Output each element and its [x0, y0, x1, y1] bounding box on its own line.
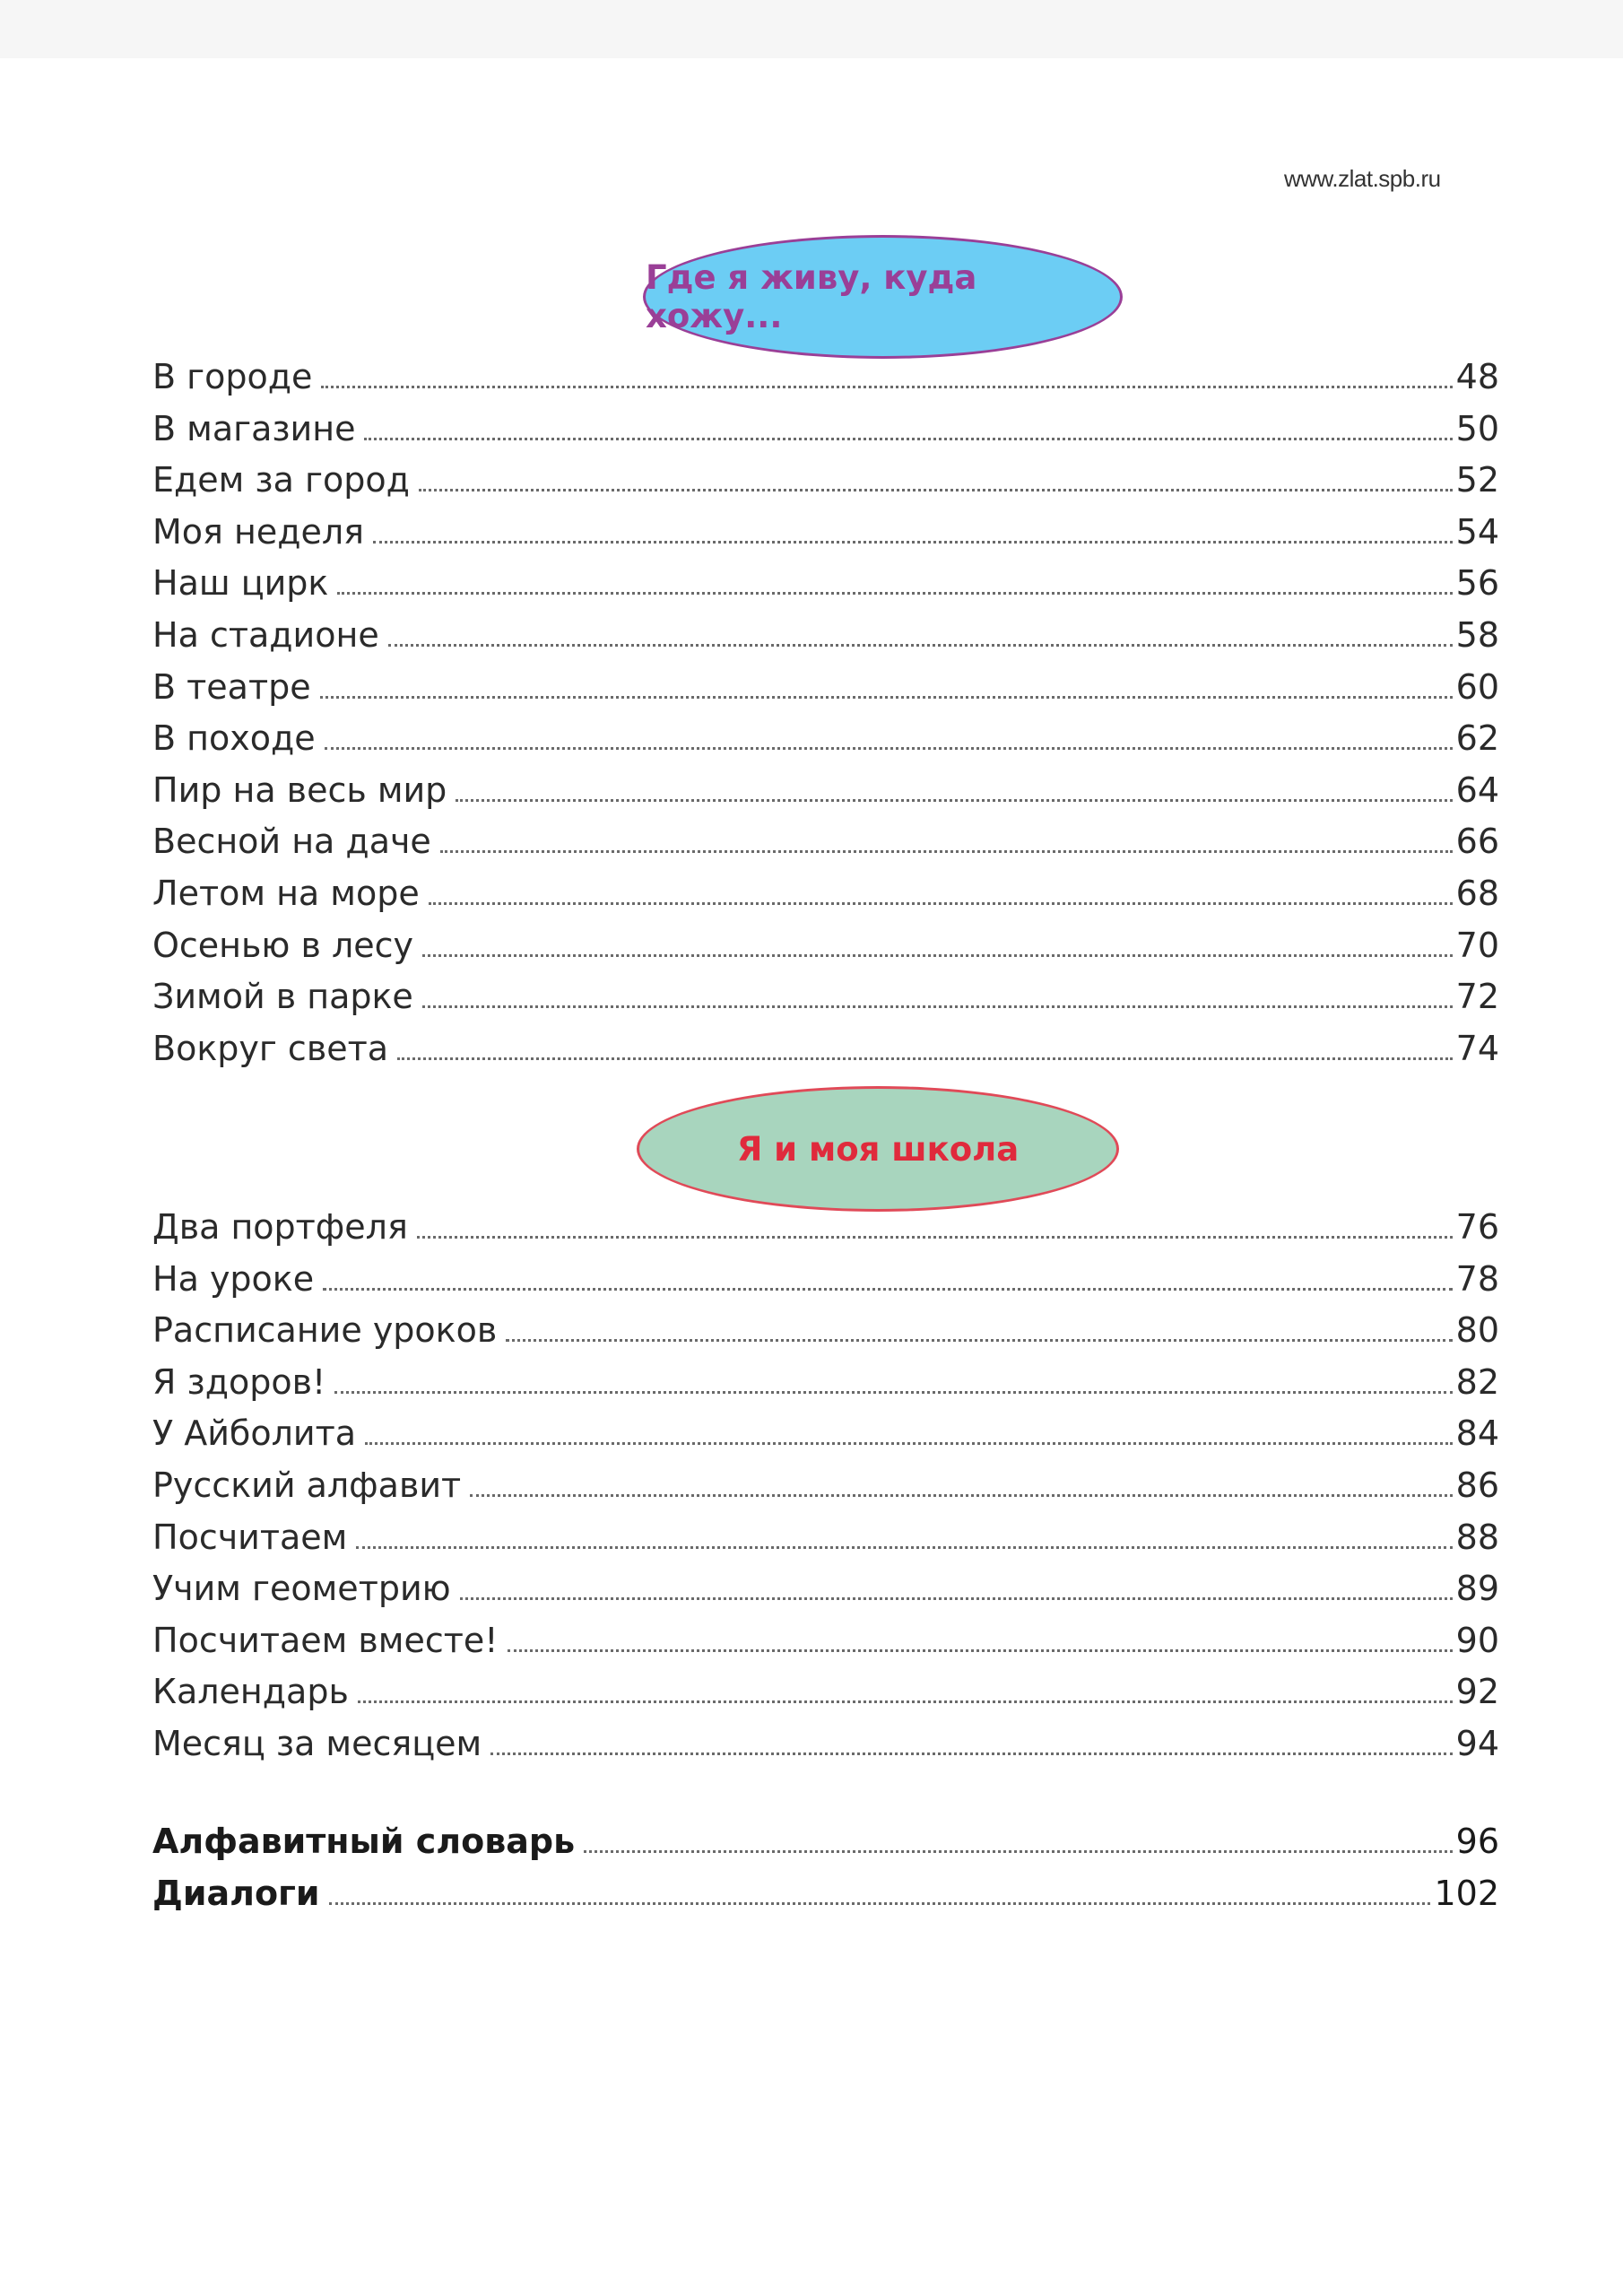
toc-leader-dots [417, 1236, 1453, 1239]
toc-leader-dots [422, 1005, 1453, 1008]
toc-entry-page: 48 [1455, 357, 1499, 396]
toc-entry [152, 713, 1499, 765]
toc-entry-page: 102 [1434, 1873, 1499, 1913]
toc-leader-dots [584, 1850, 1453, 1853]
toc-entry-title: Расписание уроков [152, 1310, 498, 1351]
toc-entry-page: 72 [1455, 977, 1499, 1017]
viewer-top-bar [0, 0, 1623, 58]
toc-entry [152, 507, 1499, 559]
toc-entry [152, 404, 1499, 456]
toc-entry-title: Русский алфавит [152, 1465, 462, 1505]
toc-entry-title: Месяц за месяцем [152, 1723, 482, 1763]
toc-entry-title: Два портфеля [152, 1207, 408, 1247]
toc-entry-title: На стадионе [152, 614, 379, 655]
toc-entry-title: Зимой в парке [152, 977, 413, 1017]
toc-leader-dots [456, 799, 1452, 802]
toc-entry-title: У Айболита [152, 1413, 357, 1454]
toc-entry [152, 1460, 1499, 1512]
toc-leader-dots [422, 954, 1453, 957]
toc-entry-title: В театре [152, 666, 311, 707]
toc-entry-page: 50 [1455, 408, 1499, 448]
toc-leader-dots [364, 438, 1452, 440]
toc-entry-page: 84 [1455, 1413, 1499, 1454]
toc-entry-title: Весной на даче [152, 822, 431, 862]
toc-entry-page: 86 [1455, 1465, 1499, 1505]
toc-leader-dots [440, 850, 1453, 853]
toc-list-school [152, 1202, 1499, 1770]
toc-entry-title: В походе [152, 718, 316, 759]
toc-entry [152, 868, 1499, 920]
toc-leader-dots [334, 1391, 1452, 1394]
toc-leader-dots [429, 902, 1453, 905]
toc-entry-page: 60 [1455, 666, 1499, 707]
toc-entry [152, 1718, 1499, 1770]
toc-entry [152, 971, 1499, 1023]
toc-entry-page: 52 [1455, 460, 1499, 500]
toc-leader-dots [321, 386, 1452, 388]
toc-entry-title: Летом на море [152, 873, 420, 913]
toc-entry-page: 62 [1455, 718, 1499, 759]
toc-entry [152, 1408, 1499, 1460]
toc-entry-page: 89 [1455, 1569, 1499, 1609]
toc-leader-dots [470, 1494, 1452, 1497]
toc-entry [152, 558, 1499, 610]
toc-entry-title: Посчитаем вместе! [152, 1620, 499, 1660]
toc-entry [152, 1666, 1499, 1718]
toc-entry-page: 66 [1455, 822, 1499, 862]
toc-leader-dots [388, 644, 1453, 647]
toc-entry-title: На уроке [152, 1258, 315, 1299]
toc-leader-dots [460, 1597, 1453, 1600]
toc-entry-title: Учим геометрию [152, 1569, 451, 1609]
toc-entry [152, 610, 1499, 662]
toc-list-appendix [152, 1816, 1499, 1919]
toc-entry-page: 76 [1455, 1207, 1499, 1247]
toc-entry-page: 54 [1455, 511, 1499, 552]
toc-leader-dots [325, 747, 1453, 750]
toc-entry-page: 82 [1455, 1361, 1499, 1402]
toc-entry-title: Едем за город [152, 460, 410, 500]
toc-entry-title: Пир на весь мир [152, 770, 447, 810]
toc-entry [152, 920, 1499, 972]
toc-leader-dots [320, 696, 1453, 699]
toc-entry-title: Диалоги [152, 1873, 320, 1913]
toc-entry [152, 662, 1499, 714]
toc-leader-dots [508, 1649, 1453, 1652]
toc-entry [152, 816, 1499, 868]
toc-entry [152, 1305, 1499, 1357]
toc-leader-dots [356, 1546, 1452, 1549]
toc-leader-dots [365, 1442, 1453, 1445]
toc-list-city [152, 352, 1499, 1074]
toc-entry [152, 1202, 1499, 1254]
toc-entry [152, 352, 1499, 404]
toc-entry [152, 1023, 1499, 1075]
toc-entry-title: Я здоров! [152, 1361, 326, 1402]
toc-leader-dots [419, 489, 1453, 491]
toc-entry-title: Календарь [152, 1672, 349, 1712]
toc-entry [152, 455, 1499, 507]
toc-entry-dialogues [152, 1868, 1499, 1920]
toc-leader-dots [329, 1902, 1431, 1905]
toc-entry-page: 96 [1455, 1822, 1499, 1861]
toc-entry-page: 56 [1455, 563, 1499, 604]
toc-entry-page: 94 [1455, 1723, 1499, 1763]
toc-entry-page: 70 [1455, 925, 1499, 965]
toc-entry-page: 78 [1455, 1258, 1499, 1299]
toc-entry [152, 1615, 1499, 1667]
toc-entry-page: 92 [1455, 1672, 1499, 1712]
toc-entry-title: Посчитаем [152, 1517, 348, 1557]
toc-entry-dictionary [152, 1816, 1499, 1868]
toc-entry-page: 64 [1455, 770, 1499, 810]
toc-entry [152, 1512, 1499, 1564]
section-heading-city: Где я живу, куда хожу... [643, 235, 1123, 359]
toc-entry [152, 1254, 1499, 1306]
toc-entry-title: Вокруг света [152, 1028, 389, 1068]
toc-entry [152, 1563, 1499, 1615]
section-heading-school: Я и моя школа [637, 1086, 1119, 1212]
toc-leader-dots [337, 592, 1452, 595]
toc-leader-dots [397, 1057, 1453, 1060]
toc-entry-page: 74 [1455, 1028, 1499, 1068]
toc-entry-page: 68 [1455, 873, 1499, 913]
toc-entry-page: 90 [1455, 1620, 1499, 1660]
toc-leader-dots [373, 541, 1453, 544]
toc-leader-dots [506, 1339, 1452, 1342]
toc-entry-title: В городе [152, 357, 313, 396]
toc-leader-dots [323, 1288, 1453, 1291]
toc-leader-dots [490, 1752, 1452, 1755]
toc-entry-title: Осенью в лесу [152, 925, 414, 965]
toc-entry-title: В магазине [152, 408, 356, 448]
site-url: www.zlat.spb.ru [1284, 165, 1441, 192]
toc-leader-dots [358, 1700, 1453, 1703]
toc-entry-page: 88 [1455, 1517, 1499, 1557]
toc-entry-title: Моя неделя [152, 511, 364, 552]
toc-entry-page: 58 [1455, 614, 1499, 655]
toc-entry [152, 765, 1499, 817]
toc-entry-page: 80 [1455, 1310, 1499, 1351]
toc-entry-title: Наш цирк [152, 563, 329, 604]
toc-entry [152, 1357, 1499, 1409]
toc-entry-title: Алфавитный словарь [152, 1822, 576, 1861]
